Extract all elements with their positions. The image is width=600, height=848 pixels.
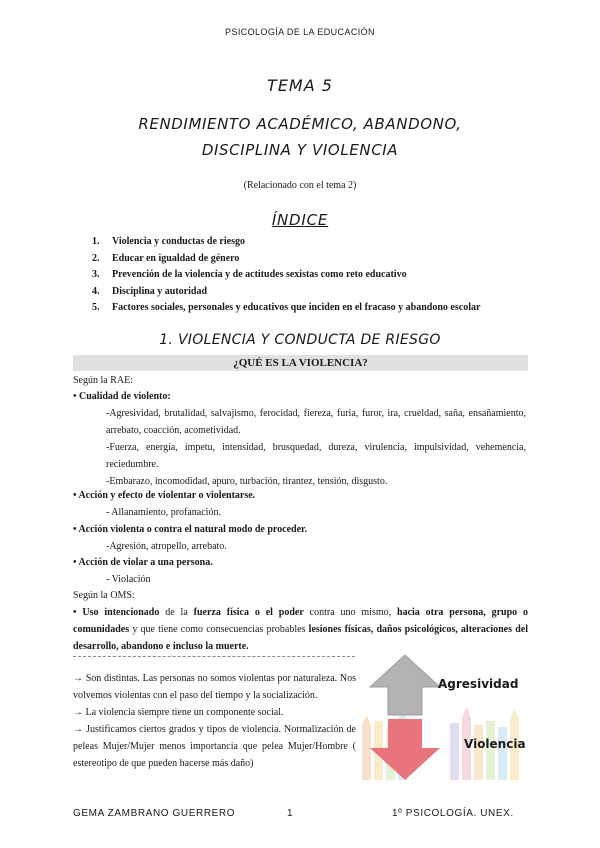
- index-item: 2. Educar en igualdad de género: [92, 253, 240, 264]
- page-number: 1: [287, 808, 294, 819]
- note: → Son distintas. Las personas no somos violentas por naturaleza. Nos volvemos violentas con el paso del tiempo y la socialización.: [73, 673, 356, 701]
- paragraph: -Embarazo, incomodidad, apuro, turbación, tirantez, tensión, disgusto.: [106, 476, 388, 487]
- index-heading: ÍNDICE: [271, 211, 329, 229]
- violence-image: [360, 655, 530, 780]
- index-item: 1. Violencia y conductas de riesgo: [92, 236, 245, 247]
- section-heading: 1. VIOLENCIA Y CONDUCTA DE RIESGO: [159, 332, 441, 348]
- oms-intro: Según la OMS:: [73, 590, 135, 601]
- label-agresividad: Agresividad: [438, 677, 519, 691]
- note: → Justificamos ciertos grados y tipos de violencia. Normalización de peleas Mujer/Mujer menos importancia que pelea Mujer/Hombre ( estereotipo de que pueden hacerse más daño): [73, 724, 356, 769]
- paragraph: - Allanamiento, profanación.: [106, 507, 221, 518]
- bullet-accion: • Acción y efecto de violentar o violentarse.: [73, 490, 256, 501]
- paragraph: -Fuerza, energía, ímpetu, intensidad, brusquedad, dureza, virulencia, impulsividad, vehemencia, reciedumbre.: [106, 442, 526, 470]
- label-violencia: Violencia: [464, 737, 526, 751]
- paragraph: - Violación: [106, 574, 151, 585]
- divider: [73, 656, 355, 657]
- related-note: (Relacionado con el tema 2): [243, 180, 357, 191]
- footer-author: GEMA ZAMBRANO GUERRERO: [73, 808, 236, 819]
- index-item: 5. Factores sociales, personales y educativos que inciden en el fracaso y abandono escolar: [92, 302, 481, 313]
- tema-title: TEMA 5: [267, 76, 333, 95]
- paragraph: -Agresividad, brutalidad, salvajismo, ferocidad, fiereza, furia, furor, ira, crueldad, saña, ensañamiento, arrebato, coacción, acometividad.: [106, 408, 526, 436]
- bullet-violar: • Acción de violar a una persona.: [73, 557, 213, 568]
- question-banner: ¿QUÉ ES LA VIOLENCIA?: [73, 355, 528, 371]
- bullet-accion-violenta: • Acción violenta o contra el natural modo de proceder.: [73, 524, 308, 535]
- index-item: 3. Prevención de la violencia y de actitudes sexistas como reto educativo: [92, 269, 407, 280]
- page-header: PSICOLOGÍA DE LA EDUCACIÓN: [225, 27, 375, 37]
- note: → La violencia siempre tiene un componente social.: [73, 707, 284, 718]
- index-item: 4. Disciplina y autoridad: [92, 286, 208, 297]
- bullet-cualidad: • Cualidad de violento:: [73, 391, 171, 402]
- doc-title-line1: RENDIMIENTO ACADÉMICO, ABANDONO,: [138, 115, 462, 133]
- doc-title-line2: DISCIPLINA Y VIOLENCIA: [201, 141, 399, 159]
- paragraph: -Agresión, atropello, arrebato.: [106, 541, 227, 552]
- oms-definition: • Uso intencionado de la fuerza física o el poder contra uno mismo, hacia otra persona, grupo o comunidades y que tiene como consecuencias probables lesiones físicas, daños psicológicos, alteraciones del desarrollo, abandono e incluso la muerte.: [73, 607, 529, 652]
- pencils-illustration: [360, 655, 530, 780]
- arrow-up-icon: [370, 655, 440, 715]
- rae-intro: Según la RAE:: [73, 375, 133, 386]
- footer-course: 1º PSICOLOGÍA. UNEX.: [392, 808, 514, 819]
